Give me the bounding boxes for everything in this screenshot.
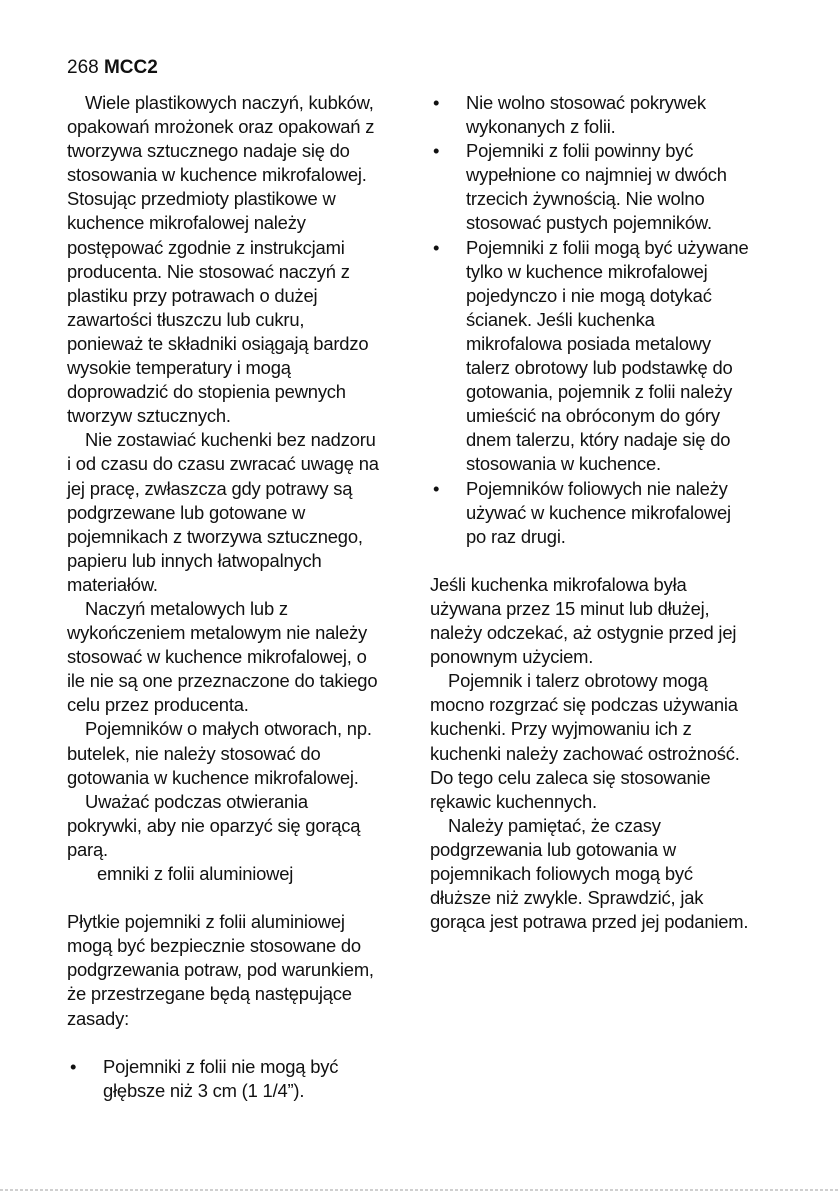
list-item bbox=[430, 139, 780, 235]
text-line: wykończeniem metalowym nie należy bbox=[67, 622, 368, 644]
paragraph-intro bbox=[67, 910, 412, 1030]
text-line: mocno rozgrzać się podczas używania bbox=[430, 694, 738, 716]
paragraph-cooldown bbox=[430, 573, 780, 669]
text-line: że przestrzegane będą następujące bbox=[67, 983, 352, 1005]
text-line: zasady: bbox=[67, 1007, 129, 1029]
paragraph-steam bbox=[67, 790, 412, 862]
text-line: Pojemników o małych otworach, np. bbox=[85, 718, 372, 740]
text-line: kuchenki należy zachować ostrożność. bbox=[430, 742, 740, 764]
text-line: Stosując przedmioty plastikowe w bbox=[67, 188, 336, 210]
text-line: Pojemniki z folii nie mogą być bbox=[103, 1055, 339, 1077]
text-line: dłuższe niż zwykle. Sprawdzić, jak bbox=[430, 887, 704, 909]
bullet-icon: • bbox=[433, 140, 440, 162]
list-item bbox=[430, 236, 780, 477]
left-column bbox=[67, 91, 412, 1103]
text-line: stosować w kuchence mikrofalowej, o bbox=[67, 646, 367, 668]
text-line: Pojemnik i talerz obrotowy mogą bbox=[448, 670, 708, 692]
text-line: tylko w kuchence mikrofalowej bbox=[466, 260, 708, 282]
spacer bbox=[67, 1031, 412, 1055]
spacer bbox=[67, 886, 412, 910]
text-line: używać w kuchence mikrofalowej bbox=[466, 501, 731, 523]
text-line: wypełnione co najmniej w dwóch bbox=[466, 164, 727, 186]
text-line: talerz obrotowy lub podstawkę do bbox=[466, 357, 733, 379]
text-line: po raz drugi. bbox=[466, 525, 566, 547]
text-line: stosować pustych pojemników. bbox=[466, 212, 712, 234]
paragraph-hot-container bbox=[430, 669, 780, 814]
text-line: trzecich żywnością. Nie wolno bbox=[466, 188, 705, 210]
text-line: Naczyń metalowych lub z bbox=[85, 597, 288, 619]
text-line: pojemnikach foliowych mogą być bbox=[430, 863, 693, 884]
text-line: podgrzewania potraw, pod warunkiem, bbox=[67, 959, 374, 981]
paragraph-metal bbox=[67, 597, 412, 717]
text-line: pojedynczo i nie mogą dotykać bbox=[466, 284, 712, 306]
text-line: Pojemników foliowych nie należy bbox=[466, 477, 728, 499]
text-line: dnem talerzu, który nadaje się do bbox=[466, 429, 731, 451]
list-item bbox=[430, 91, 780, 139]
bullet-icon: • bbox=[433, 236, 440, 258]
text-line: stosowania w kuchence mikrofalowej. bbox=[67, 164, 367, 186]
text-line: zawartości tłuszczu lub cukru, bbox=[67, 308, 305, 330]
text-line: ile nie są one przeznaczone do takiego bbox=[67, 670, 378, 692]
text-line: należy odczekać, aż ostygnie przed jej bbox=[430, 622, 737, 644]
text-line: umieścić na obróconym do góry bbox=[466, 405, 720, 427]
bullet-icon: • bbox=[433, 477, 440, 499]
text-line: gorąca jest potrawa przed jej podaniem. bbox=[430, 911, 749, 933]
text-line: materiałów. bbox=[67, 573, 158, 595]
page-header bbox=[67, 56, 158, 80]
text-line: podgrzewania lub gotowania w bbox=[430, 838, 676, 860]
page-number: 268 bbox=[67, 57, 99, 78]
text-line: opakowań mrożonek oraz opakowań z bbox=[67, 116, 375, 138]
text-line: Płytkie pojemniki z folii aluminiowej bbox=[67, 911, 345, 933]
spacer bbox=[430, 549, 780, 573]
text-line: gotowania, pojemnik z folii należy bbox=[466, 381, 733, 403]
text-line: plastiku przy potrawach o dużej bbox=[67, 284, 318, 306]
text-line: wykonanych z folii. bbox=[466, 116, 616, 138]
text-line: Nie zostawiać kuchenki bez nadzoru bbox=[85, 429, 376, 451]
text-line: używana przez 15 minut lub dłużej, bbox=[430, 597, 710, 619]
text-line: stosowania w kuchence. bbox=[466, 453, 661, 475]
text-line: Nie wolno stosować pokrywek bbox=[466, 92, 706, 113]
text-line: kuchenki. Przy wyjmowaniu ich z bbox=[430, 718, 692, 740]
text-line: pojemnikach z tworzywa sztucznego, bbox=[67, 525, 363, 547]
text-line: i od czasu do czasu zwracać uwagę na bbox=[67, 453, 379, 475]
bullet-icon: • bbox=[70, 1055, 77, 1077]
text-line: celu przez producenta. bbox=[67, 694, 249, 716]
section-heading: emniki z folii aluminiowej bbox=[97, 863, 294, 884]
text-line: gotowania w kuchence mikrofalowej. bbox=[67, 766, 359, 788]
paragraph-plastic bbox=[67, 91, 412, 428]
paragraph-small-openings bbox=[67, 717, 412, 789]
text-line: Pojemniki z folii mogą być używane bbox=[466, 236, 749, 258]
model-name: MCC2 bbox=[103, 57, 158, 78]
text-line: Wiele plastikowych naczyń, kubków, bbox=[85, 92, 374, 113]
text-line: ścianek. Jeśli kuchenka bbox=[466, 308, 655, 330]
list-item bbox=[430, 477, 780, 549]
text-line: parą. bbox=[67, 838, 108, 860]
text-line: wysokie temperatury i mogą bbox=[67, 357, 291, 379]
text-line: producenta. Nie stosować naczyń z bbox=[67, 260, 350, 282]
text-line: tworzywa sztucznego nadaje się do bbox=[67, 140, 350, 162]
text-line: tworzyw sztucznych. bbox=[67, 405, 231, 427]
bullet-list bbox=[67, 1055, 412, 1103]
text-line: postępować zgodnie z instrukcjami bbox=[67, 236, 345, 258]
right-column bbox=[430, 91, 780, 934]
text-line: Do tego celu zaleca się stosowanie bbox=[430, 766, 711, 788]
text-line: Jeśli kuchenka mikrofalowa była bbox=[430, 573, 687, 595]
text-line: Uważać podczas otwierania bbox=[85, 790, 308, 812]
text-line: pokrywki, aby nie oparzyć się gorącą bbox=[67, 814, 361, 836]
text-line: jej pracę, zwłaszcza gdy potrawy są bbox=[67, 477, 353, 499]
text-line: mikrofalowa posiada metalowy bbox=[466, 332, 711, 354]
paragraph-cooking-times bbox=[430, 814, 780, 934]
text-line: podgrzewane lub gotowane w bbox=[67, 501, 306, 523]
text-line: rękawic kuchennych. bbox=[430, 790, 597, 812]
text-line: głębsze niż 3 cm (1 1/4”). bbox=[103, 1079, 305, 1101]
text-line: Pojemniki z folii powinny być bbox=[466, 140, 694, 162]
text-line: mogą być bezpiecznie stosowane do bbox=[67, 935, 361, 957]
text-line: kuchence mikrofalowej należy bbox=[67, 212, 306, 234]
text-line: doprowadzić do stopienia pewnych bbox=[67, 381, 346, 403]
bullet-icon: • bbox=[433, 92, 440, 113]
text-line: butelek, nie należy stosować do bbox=[67, 742, 321, 764]
list-item bbox=[67, 1055, 412, 1103]
bullet-list bbox=[430, 91, 780, 549]
text-line: papieru lub innych łatwopalnych bbox=[67, 549, 322, 571]
text-line: ponownym użyciem. bbox=[430, 646, 594, 668]
text-line: ponieważ te składniki osiągają bardzo bbox=[67, 332, 369, 354]
text-line: Należy pamiętać, że czasy bbox=[448, 814, 661, 836]
paragraph-supervision bbox=[67, 428, 412, 597]
